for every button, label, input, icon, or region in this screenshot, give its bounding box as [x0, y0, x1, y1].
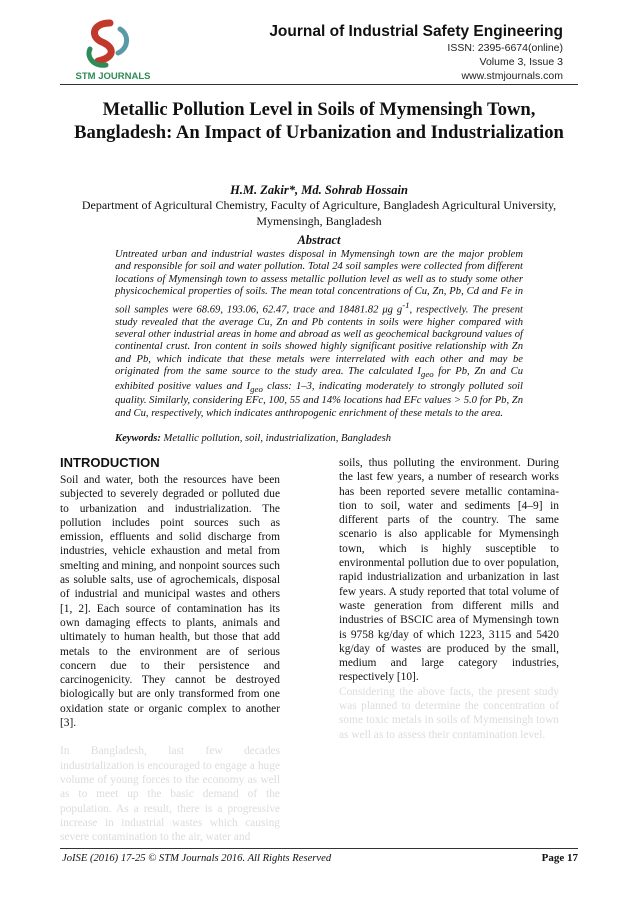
abstract-part2: , respectively. The present study revealed that the average Cu, Zn and Pb contents in soils were higher compared with several other industrial areas in home and abroad as well as geochemical background values of continental crust. Iron content in soils showed highly significant positive relationship with Zn and Pb, which indicate that these metals were interrelated with each other and may be originated from the same source to the study area. The calculated I	[115, 304, 523, 378]
svg-text:STM JOURNALS: STM JOURNALS	[75, 71, 151, 82]
abstract-sub1: geo	[420, 369, 434, 380]
intro-paragraph-1: Soil and water, both the resources have been subjected to severely degraded or polluted due to urbanization and industrialization. The pollution includes point sources such as emission, effluents and solid discharge from industries, vehicle exhaustion and metal from smelting and mining, and nonpoint sources such as soluble salts, use of agrochemicals, disposal of industrial and municipal wastes and others [1, 2]. Each source of contamination has its own damaging effects to plants, animals and ultimately to human health, but those that add metals to the environment are of serious concern due to their persistence and carcinogenicity. They cannot be destroyed biologically but are only transformed from one oxidation state or organic complex to another [3].	[60, 474, 280, 730]
logo-graphic	[60, 15, 166, 85]
header-rule	[60, 84, 578, 85]
abstract-part4: class: 1–3, indicating moderately to strongly polluted soil quality. Similarly, considering EFc, 100, 55 and 14% locations had EFc values > 5.0 for Pb, Zn and Cu, respectively, which indicates anthropogenic enrichment of these metals to the area.	[115, 380, 524, 419]
journal-title: Journal of Industrial Safety Engineering	[269, 23, 563, 40]
abstract-part3: for Pb, Zn and Cu exhibited positive values and I	[115, 366, 523, 392]
intro-paragraph-2: In Bangladesh, last few decades industrialization is encouraged to engage a huge volume of young forces to the economy as well as to meet up the basic demand of the population. As a result, there is a progressive increase in industrial wastes which causing severe contamination to the air, water and	[60, 745, 280, 844]
intro-heading: INTRODUCTION	[60, 455, 160, 470]
paper-title: Metallic Pollution Level in Soils of Mymensingh Town, Bangladesh: An Impact of Urbanization and Industrialization	[74, 99, 564, 143]
footer-citation: JoISE (2016) 17-25 © STM Journals 2016. All Rights Reserved	[62, 853, 332, 864]
journal-volume: Volume 3, Issue 3	[479, 56, 563, 68]
paper-affiliation: Department of Agricultural Chemistry, Faculty of Agriculture, Bangladesh Agricultural University, Mymensingh, Bangladesh	[81, 198, 557, 228]
paper-authors: H.M. Zakir*, Md. Sohrab Hossain	[230, 183, 408, 197]
footer-rule	[60, 848, 578, 849]
abstract-sub2: geo	[250, 383, 263, 394]
stm-journals-logo	[60, 15, 166, 85]
keywords	[115, 432, 523, 445]
abstract-heading: Abstract	[297, 233, 341, 247]
left-column	[60, 455, 280, 844]
journal-url[interactable]: www.stmjournals.com	[461, 70, 563, 82]
journal-header	[269, 22, 563, 83]
right-paragraph-2: Considering the above facts, the present study was planned to determine the concentration of some toxic metals in soils of Mymensingh town as well as to assess their contamination level.	[339, 685, 559, 741]
right-paragraph-1: soils, thus polluting the environment. During the last few years, a number of research works has been reported severe metallic contamina- tion to soil, water and sediments [4–9] in different parts of the country. The same scenario is also applicable for Mymensingh town, which is highly susceptible to environmental pollution due to over population, rapid industrialization and urbanization in last few years. A study reported that total volume of waste generation from different mills and industries of BSCIC area of Mymensingh town is 9758 kg/day of which 1223, 3115 and 5420 kg/day of wastes are produced by the small, medium and large category industries, respectively [10].	[339, 457, 559, 684]
journal-issn: ISSN: 2395-6674(online)	[447, 42, 563, 54]
keywords-label: Keywords:	[115, 433, 161, 444]
right-column	[339, 456, 559, 742]
abstract-sup: -1	[402, 299, 410, 310]
page-number: Page 17	[541, 852, 578, 864]
abstract-part1: Untreated urban and industrial wastes disposal in Mymensingh town are the major problem and responsible for soil and water pollution. Total 24 soil samples were collected from different locations of Mymensingh town to assess metallic pollution level as well as to study some other physicochemical properties of soils. The mean total concentrations of Cu, Zn, Pb, Cd and Fe in soil samples were 68.69, 193.06, 62.47, trace and 18481.82 μg g	[115, 249, 523, 316]
keywords-text: Metallic pollution, soil, industrialization, Bangladesh	[160, 433, 392, 444]
abstract-text	[115, 249, 523, 420]
